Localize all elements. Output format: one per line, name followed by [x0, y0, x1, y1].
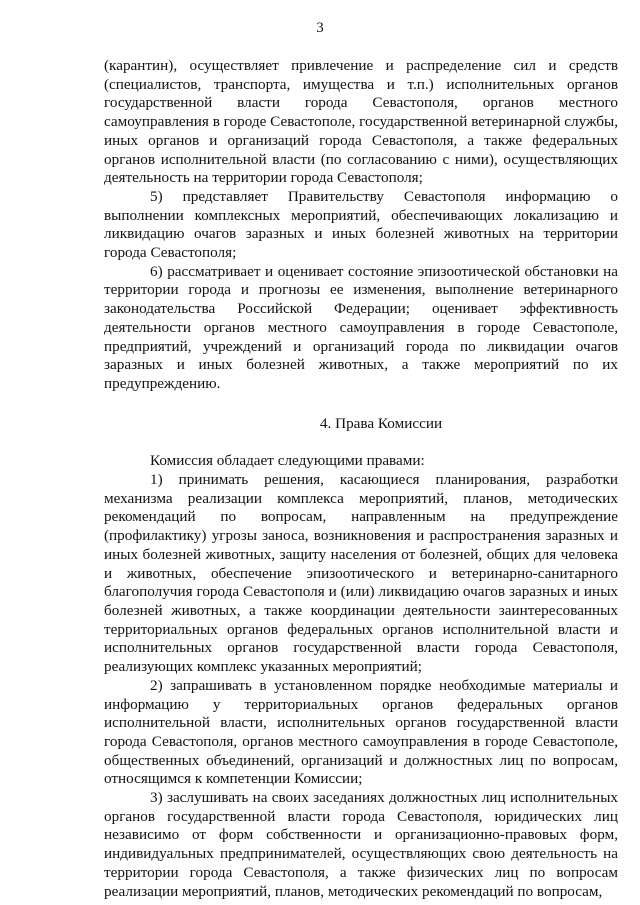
paragraph-item-5: 5) представляет Правительству Севастополя информацию о выполнении комплексных мероприятий, обеспечивающих локализацию и ликвидацию очагов заразных и иных болезней животных на территории города Севастополя;: [104, 187, 618, 262]
paragraph-right-2: 2) запрашивать в установленном порядке необходимые материалы и информацию у территориальных органов федеральных органов исполнительной власти, исполнительных органов государственной власти города Севастополя, органов местного самоуправления в городе Севастополе, общественных объединений, организаций и должностных лиц по вопросам, относящимся к компетенции Комиссии;: [104, 676, 618, 788]
paragraph-right-1: 1) принимать решения, касающиеся планирования, разработки механизма реализации комплекса мероприятий, планов, методических рекомендаций по вопросам, направленным на предупреждение (профилактику) угрозы заноса, возникновения и распространения заразных и иных болезней животных, защиту населения от болезней, общих для человека и животных, обеспечение эпизоотического и ветеринарно-санитарного благополучия города Севастополя и (или) ликвидацию очагов заразных и иных болезней животных, а также координации деятельности заинтересованных территориальных органов федеральных органов исполнительной власти и исполнительных органов государственной власти города Севастополя, реализующих комплекс указанных мероприятий;: [104, 471, 618, 676]
paragraph-continuation: (карантин), осуществляет привлечение и распределение сил и средств (специалистов, транспорта, имущества и т.п.) исполнительных органов государственной власти города Севастополя, органов местного самоуправления в городе Севастополе, государственной ветеринарной службы, иных органов и организаций города Севастополя, а также федеральных органов исполнительной власти (по согласованию с ними), осуществляющих деятельность на территории города Севастополя;: [104, 57, 618, 187]
paragraph-item-6: 6) рассматривает и оценивает состояние эпизоотической обстановки на территории города и прогнозы ее изменения, выполнение ветеринарного законодательства Российской Федерации; оценивает эффективность деятельности органов местного самоуправления в городе Севастополе, предприятий, учреждений и организаций города по ликвидации очагов заразных и иных болезней животных, а также мероприятий по их предупреждению.: [104, 262, 618, 392]
page-number: 3: [316, 20, 324, 36]
document-body: [104, 57, 618, 901]
paragraph-rights-intro: Комиссия обладает следующими правами:: [150, 452, 425, 470]
section-heading: 4. Права Комиссии: [319, 414, 443, 432]
paragraph-right-3: 3) заслушивать на своих заседаниях должностных лиц исполнительных органов государственной власти города Севастополя, юридических лиц независимо от форм собственности и организационно-правовых форм, индивидуальных предпринимателей, осуществляющих свою деятельность на территории города Севастополя, а также физических лиц по вопросам реализации мероприятий, планов, методических рекомендаций по вопросам,: [104, 789, 618, 900]
